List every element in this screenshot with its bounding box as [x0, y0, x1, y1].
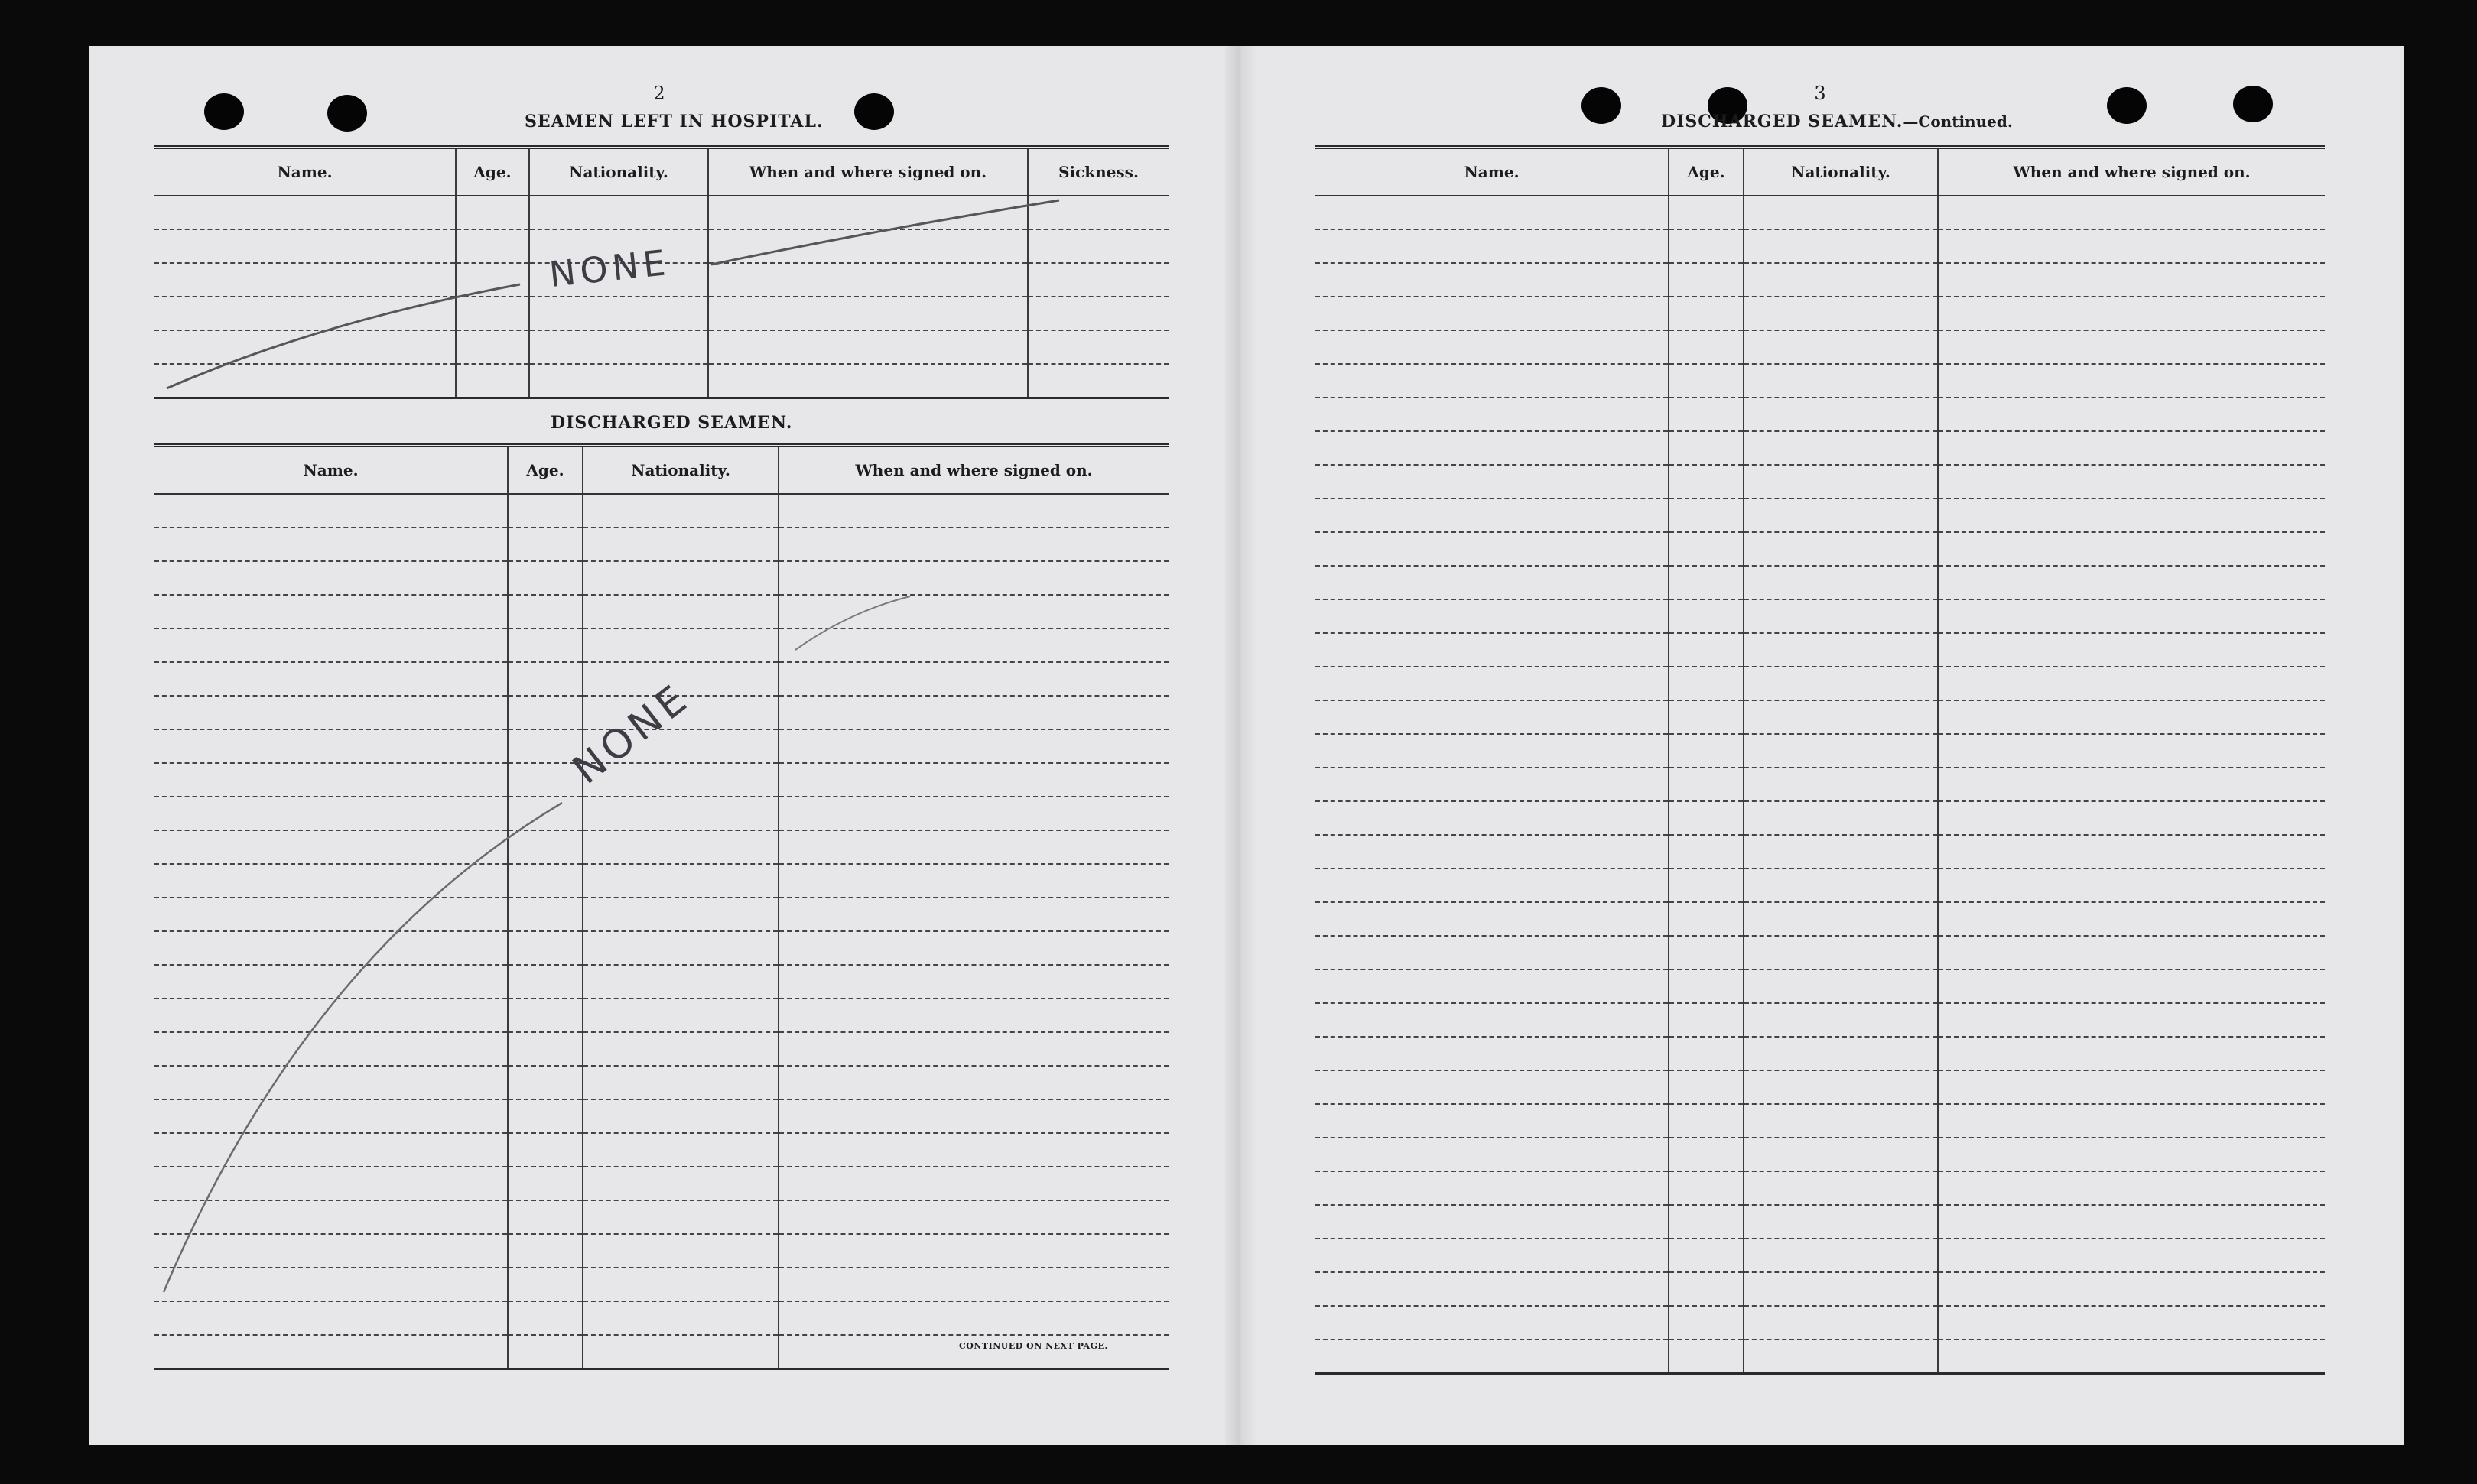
column-header-age: Age.	[1669, 148, 1744, 196]
column-header-name: Name.	[1315, 148, 1669, 196]
column-header-nationality: Nationality.	[529, 148, 708, 196]
column-header-age: Age.	[508, 446, 583, 495]
column-header-nationality: Nationality.	[583, 446, 779, 495]
column-header-age: Age.	[456, 148, 529, 196]
handwritten-none-hospital: NONE	[547, 241, 672, 296]
strike-line-hospital-upper	[711, 200, 1059, 265]
page-number-right: 3	[1814, 83, 1826, 104]
page-number-left: 2	[653, 83, 665, 104]
strike-line-hospital	[167, 284, 520, 388]
column-header-name: Name.	[154, 446, 508, 495]
discharged-section-title: DISCHARGED SEAMEN.	[551, 413, 793, 433]
strike-line-discharged-upper	[795, 596, 910, 650]
column-header-sickness: Sickness.	[1028, 148, 1169, 196]
column-header-nationality: Nationality.	[1744, 148, 1938, 196]
column-header-signed-on: When and where signed on.	[708, 148, 1028, 196]
continued-footer: CONTINUED ON NEXT PAGE.	[959, 1341, 1108, 1351]
column-header-signed-on: When and where signed on.	[779, 446, 1169, 495]
handwritten-none-discharged: NONE	[564, 674, 699, 794]
title-suffix: —Continued.	[1903, 112, 2013, 131]
column-header-name: Name.	[154, 148, 456, 196]
strike-line-discharged	[164, 803, 562, 1292]
hospital-section-title: SEAMEN LEFT IN HOSPITAL.	[525, 112, 824, 132]
column-header-signed-on: When and where signed on.	[1938, 148, 2325, 196]
title-main: DISCHARGED SEAMEN.	[1661, 112, 1903, 132]
